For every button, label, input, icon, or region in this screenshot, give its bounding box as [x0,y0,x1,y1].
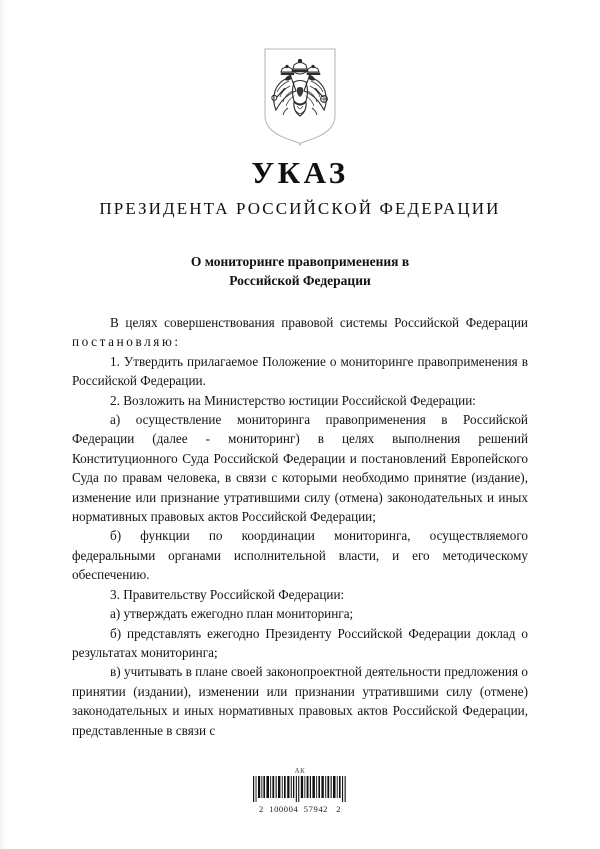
barcode-block [0,768,600,814]
barcode-number: 2 100004 57942 2 [258,804,342,814]
paragraph-item-2a: а) осуществление мониторинга правоприменения в Российской Федерации (далее - мониторинг) в целях выполнения решений Конституционного Суда Российской Федерации и постановлений Европейского Суда по правам человека, в связи с которыми необходимо принятие (издание), изменение или признание утратившими силу (отмена) законодательных и иных нормативных правовых актов Российской Федерации; [72,412,528,525]
preamble-text-after: : [174,334,179,350]
preamble-text-before: В целях совершенствования правовой системы Российской Федерации [110,315,528,330]
coat-of-arms-emblem [0,46,600,146]
document-topic-line-2: Российской Федерации [229,273,371,288]
barcode-mark-label: АК [294,767,306,775]
paragraph-item-3: 3. Правительству Российской Федерации: [110,586,345,602]
document-authority-subtitle: ПРЕЗИДЕНТА РОССИЙСКОЙ ФЕДЕРАЦИИ [99,199,501,218]
ean13-barcode-icon [252,776,348,802]
paragraph-preamble [72,313,528,352]
page-title: УКАЗ [251,155,349,190]
paragraph-item-2: 2. Возложить на Министерство юстиции Российской Федерации: [110,392,476,408]
document-body [72,313,528,740]
preamble-emphasis: постановляю [72,334,175,350]
paragraph-item-3a: а) утверждать ежегодно план мониторинга; [110,606,354,622]
paragraph-item-2b: б) функции по координации мониторинга, осуществляемого федеральными органами исполнительной власти, и его методическому обеспечению. [72,528,528,583]
document-topic [72,252,528,290]
russian-coat-of-arms-icon [261,46,339,146]
paragraph-item-3b: б) представлять ежегодно Президенту Российской Федерации доклад о результатах мониторинга; [72,625,528,660]
paragraph-item-3v: в) учитывать в плане своей законопроектной деятельности предложения о принятии (издании), изменении или признании утратившими силу (отмене) законодательных и иных нормативных правовых актов Российской Федерации, представленные в связи с [72,664,528,738]
document-topic-line-1: О мониторинге правоприменения в [190,254,410,269]
paragraph-item-1: 1. Утвердить прилагаемое Положение о мониторинге правоприменения в Российской Федерации. [72,353,528,389]
